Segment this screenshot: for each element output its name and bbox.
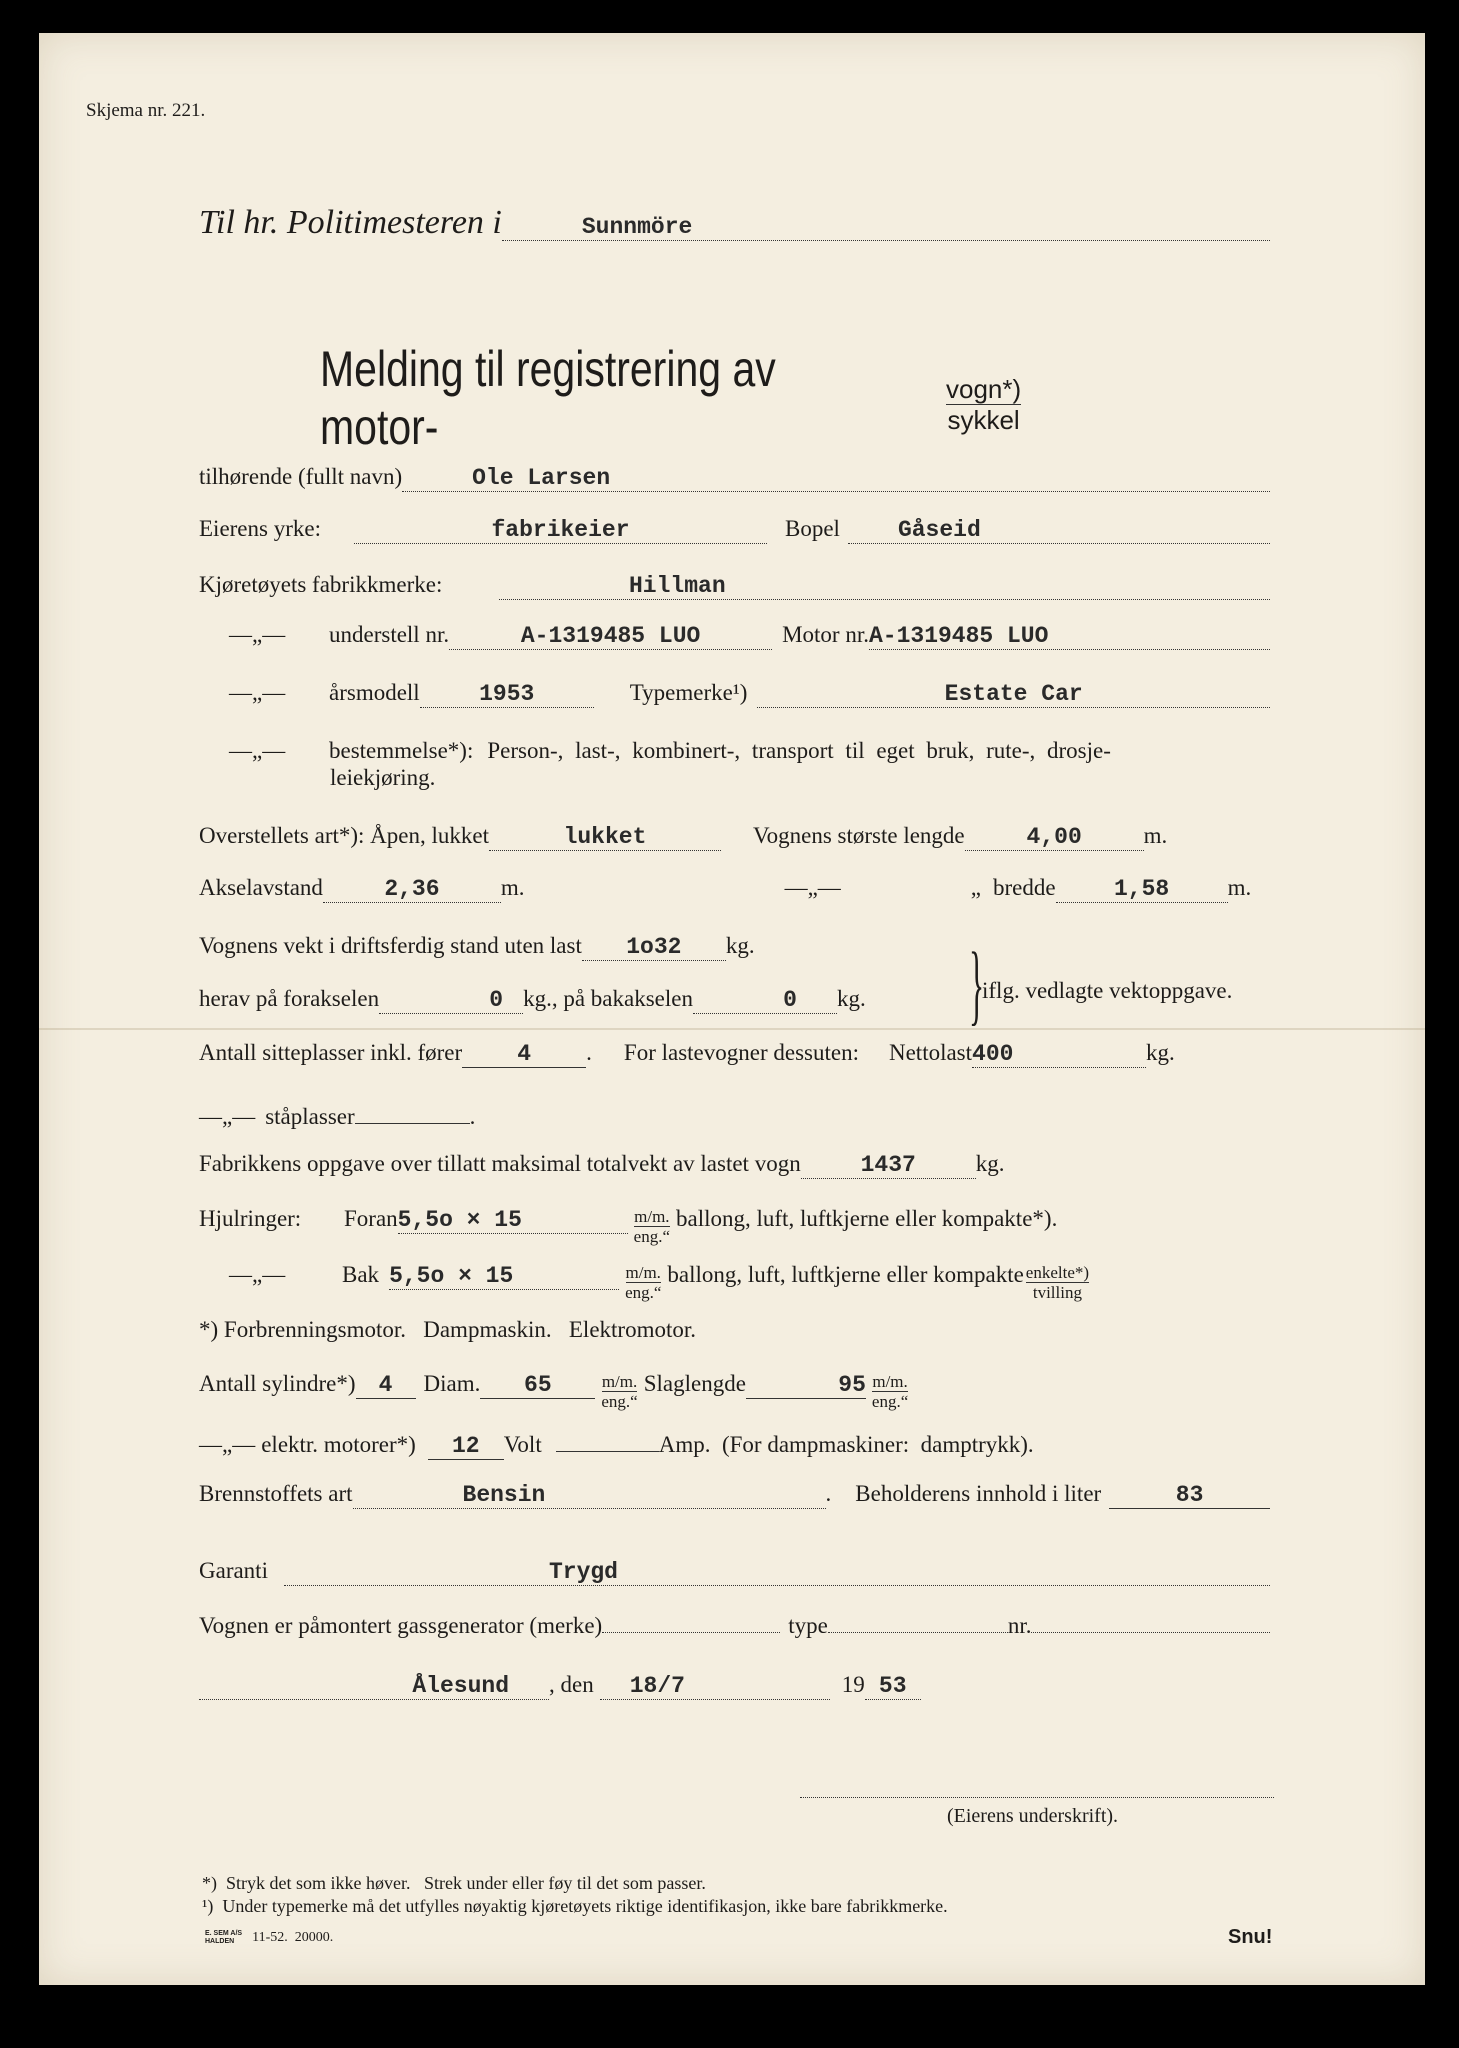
recipient-label: Til hr. Politimesteren i — [199, 204, 502, 241]
unit-fraction — [634, 1207, 670, 1246]
unit-eng: eng.“ — [871, 1392, 909, 1411]
tank-field[interactable]: 83 — [1109, 1482, 1270, 1509]
max-weight-field[interactable]: 1437 — [801, 1152, 976, 1179]
seats-row — [199, 1040, 1270, 1068]
ditto-mark: —„— — [784, 875, 841, 900]
ditto-mark: —„— — [229, 738, 286, 763]
footnote-2: ¹) Under typemerke må det utfylles nøyaktig kjøretøyets riktige identifikasjon, ikke bare fabrikkmerke. — [202, 1896, 948, 1916]
weight-note: iflg. vedlagte vektoppgave. — [982, 978, 1233, 1003]
unit-kg: kg. — [975, 1151, 1005, 1176]
fuel-field[interactable]: Bensin — [353, 1482, 826, 1509]
purpose-row — [199, 738, 1270, 764]
seats-field[interactable]: 4 — [462, 1041, 586, 1068]
den-label: , den — [549, 1672, 594, 1697]
period: . — [469, 1104, 476, 1129]
unit-mm: m/m. — [625, 1263, 661, 1282]
rear-tyre-label: Bak — [342, 1262, 380, 1287]
occupation-row — [199, 516, 1270, 544]
cylinders-label: Antall sylindre*) — [199, 1371, 356, 1396]
ditto-mark: —„— — [229, 622, 286, 647]
wheelbase-field[interactable]: 2,36 — [323, 876, 501, 903]
stroke-field[interactable]: 95 — [746, 1372, 866, 1399]
tyre-type-options: ballong, luft, luftkjerne eller kompakte*). — [676, 1206, 1058, 1231]
date-field[interactable]: 18/7 — [600, 1673, 830, 1700]
gas-generator-field[interactable] — [602, 1606, 780, 1633]
front-axle-label: herav på forakselen — [199, 986, 380, 1011]
period: . — [586, 1040, 592, 1065]
vogn-option: vogn*) — [946, 373, 1022, 404]
year-field[interactable]: 1953 — [420, 681, 594, 708]
recipient-field[interactable]: Sunnmöre — [502, 214, 1270, 241]
rear-tyre-field[interactable]: 5,5o × 15 — [389, 1263, 619, 1290]
standing-row — [199, 1097, 1270, 1130]
front-axle-field[interactable]: 0 — [379, 987, 523, 1014]
rear-axle-label: kg., på bakakselen — [523, 986, 693, 1011]
purpose-options-2: leiekjøring. — [330, 765, 436, 790]
place-date-row — [199, 1672, 1270, 1700]
owner-label: tilhørende (fullt navn) — [199, 464, 403, 489]
guarantee-label: Garanti — [199, 1558, 268, 1583]
place-field[interactable]: Ålesund — [199, 1673, 549, 1700]
sykkel-option: sykkel — [947, 404, 1020, 435]
front-tyre-row — [199, 1206, 1270, 1250]
brace: } — [969, 935, 985, 1034]
weight-field[interactable]: 1o32 — [582, 934, 726, 961]
occupation-label: Eierens yrke: — [199, 516, 321, 541]
width-field[interactable]: 1,58 — [1056, 876, 1228, 903]
unit-fraction — [872, 1372, 908, 1411]
form-title — [320, 340, 1027, 456]
amp-label: Amp. (For dampmaskiner: damptrykk). — [658, 1432, 1034, 1457]
engine-types: *) Forbrenningsmotor. Dampmaskin. Elektromotor. — [199, 1317, 697, 1342]
standing-label: ståplasser — [265, 1104, 355, 1129]
title-fraction — [946, 374, 1021, 435]
wheels-label: Hjulringer: — [199, 1206, 302, 1231]
engine-types-row — [199, 1317, 1270, 1343]
unit-mm: m/m. — [601, 1372, 638, 1391]
fuel-row — [199, 1481, 1270, 1509]
max-weight-label: Fabrikkens oppgave over tillatt maksimal totalvekt av lastet vogn — [199, 1151, 801, 1176]
wheelbase-label: Akselavstand — [199, 875, 323, 900]
motor-field[interactable]: A-1319485 LUO — [869, 623, 1270, 650]
unit-eng: eng.“ — [601, 1392, 638, 1411]
signature-line[interactable] — [800, 1795, 1274, 1798]
front-tyre-label: Foran — [344, 1206, 398, 1231]
electric-row — [199, 1425, 1270, 1460]
fold-line — [39, 1028, 1425, 1030]
gas-type-field[interactable] — [828, 1606, 1008, 1633]
fuel-label: Brennstoffets art — [199, 1481, 353, 1506]
cylinder-row — [199, 1371, 1270, 1415]
printer-name — [205, 1930, 242, 1946]
ditto-mark: —„— — [199, 1432, 256, 1457]
body-row — [199, 823, 1270, 851]
purpose-options: Person-, last-, kombinert-, transport til eget bruk, rute-, drosje- — [487, 738, 1111, 763]
owner-field[interactable]: Ole Larsen — [402, 465, 1270, 492]
motor-label: Motor nr. — [782, 622, 869, 647]
gas-generator-row — [199, 1606, 1270, 1639]
volt-field[interactable]: 12 — [428, 1433, 504, 1460]
print-code: 11-52. 20000. — [252, 1930, 334, 1945]
single-twin-fraction — [1026, 1263, 1089, 1302]
printer-name-bottom: HALDEN — [205, 1938, 235, 1945]
unit-mm: m/m. — [634, 1207, 670, 1226]
length-label: Vognens største lengde — [752, 823, 965, 848]
purpose-row-2 — [330, 765, 1230, 791]
guarantee-row — [199, 1558, 1270, 1586]
printer-mark — [205, 1930, 333, 1946]
gas-nr-field[interactable] — [1031, 1606, 1270, 1633]
unit-fraction — [601, 1372, 637, 1411]
unit-eng: eng.“ — [625, 1283, 662, 1302]
residence-field[interactable]: Gåseid — [848, 517, 1270, 544]
gas-generator-label: Vognen er påmontert gassgenerator (merke) — [199, 1613, 603, 1638]
tank-label: Beholderens innhold i liter — [855, 1481, 1102, 1506]
weight-label: Vognens vekt i driftsferdig stand uten last — [199, 933, 582, 958]
printer-name-top: E. SEM A/S — [205, 1930, 243, 1937]
amp-field[interactable] — [556, 1425, 659, 1452]
width-label: bredde — [993, 875, 1056, 900]
year-label: årsmodell — [329, 680, 420, 705]
truck-label: For lastevogner dessuten: — [623, 1040, 859, 1065]
year-row — [199, 680, 1270, 708]
ditto-quote: „ — [970, 875, 981, 900]
electric-motors-label: elektr. motorer*) — [261, 1432, 416, 1457]
ditto-mark: —„— — [229, 1262, 286, 1287]
unit-kg: kg. — [836, 986, 866, 1011]
unit-mm: m/m. — [872, 1372, 908, 1391]
gas-type-label: type — [788, 1613, 828, 1638]
unit-kg: kg. — [1146, 1040, 1175, 1065]
period: . — [825, 1481, 832, 1506]
chassis-row — [199, 622, 1270, 650]
stroke-label: Slaglengde — [643, 1371, 746, 1396]
rear-tyre-row — [199, 1262, 1270, 1306]
diameter-field[interactable]: 65 — [480, 1372, 595, 1399]
twin-option: tvilling — [1032, 1283, 1082, 1302]
type-field[interactable]: Estate Car — [757, 681, 1270, 708]
signature-label: (Eierens underskrift). — [947, 1805, 1119, 1827]
body-label: Overstellets art*): Åpen, lukket — [199, 823, 489, 848]
type-label: Typemerke¹) — [629, 680, 748, 705]
make-row — [199, 572, 1270, 600]
form-number: Skjema nr. 221. — [86, 100, 206, 121]
seats-label: Antall sitteplasser inkl. fører — [199, 1040, 463, 1065]
unit-m: m. — [1143, 823, 1168, 848]
rear-axle-field[interactable]: 0 — [693, 987, 837, 1014]
make-label: Kjøretøyets fabrikkmerke: — [199, 572, 443, 597]
length-field[interactable]: 4,00 — [965, 824, 1144, 851]
title-text: Melding til registrering av motor- — [320, 341, 776, 455]
make-field[interactable]: Hillman — [499, 573, 1270, 600]
owner-row — [199, 464, 1270, 492]
weight-row — [199, 933, 1270, 961]
turn-over-label: Snu! — [1228, 1926, 1273, 1948]
body-field[interactable]: lukket — [489, 824, 721, 851]
year-field[interactable]: 53 — [865, 1673, 921, 1700]
volt-label: Volt — [503, 1432, 542, 1457]
chassis-field[interactable]: A-1319485 LUO — [449, 623, 772, 650]
payload-field[interactable]: 400 — [972, 1041, 1146, 1068]
payload-label: Nettolast — [888, 1040, 973, 1065]
wheelbase-row — [199, 875, 1270, 903]
unit-kg: kg. — [725, 933, 755, 958]
ditto-mark: —„— — [199, 1104, 256, 1129]
unit-m: m. — [1227, 875, 1252, 900]
unit-fraction — [625, 1263, 661, 1302]
standing-field[interactable] — [355, 1097, 470, 1124]
recipient-row — [199, 204, 1270, 242]
front-tyre-field[interactable]: 5,5o × 15 — [398, 1207, 628, 1234]
unit-eng: eng.“ — [633, 1227, 671, 1246]
diameter-label: Diam. — [423, 1371, 481, 1396]
century-label: 19 — [841, 1672, 865, 1697]
cylinders-field[interactable]: 4 — [356, 1372, 416, 1399]
unit-m: m. — [500, 875, 525, 900]
residence-label: Bopel — [785, 516, 840, 541]
gas-nr-label: nr. — [1007, 1613, 1032, 1638]
occupation-field[interactable]: fabrikeier — [354, 517, 767, 544]
tyre-type-options: ballong, luft, luftkjerne eller kompakte — [667, 1262, 1024, 1287]
ditto-mark: —„— — [229, 680, 286, 705]
purpose-label: bestemmelse*): — [329, 738, 474, 763]
guarantee-field[interactable]: Trygd — [284, 1559, 1270, 1586]
single-option: enkelte*) — [1025, 1263, 1090, 1282]
footnote-1: *) Stryk det som ikke høver. Strek under eller føy til det som passer. — [202, 1873, 706, 1893]
max-weight-row — [199, 1151, 1270, 1179]
chassis-label: understell nr. — [329, 622, 450, 647]
